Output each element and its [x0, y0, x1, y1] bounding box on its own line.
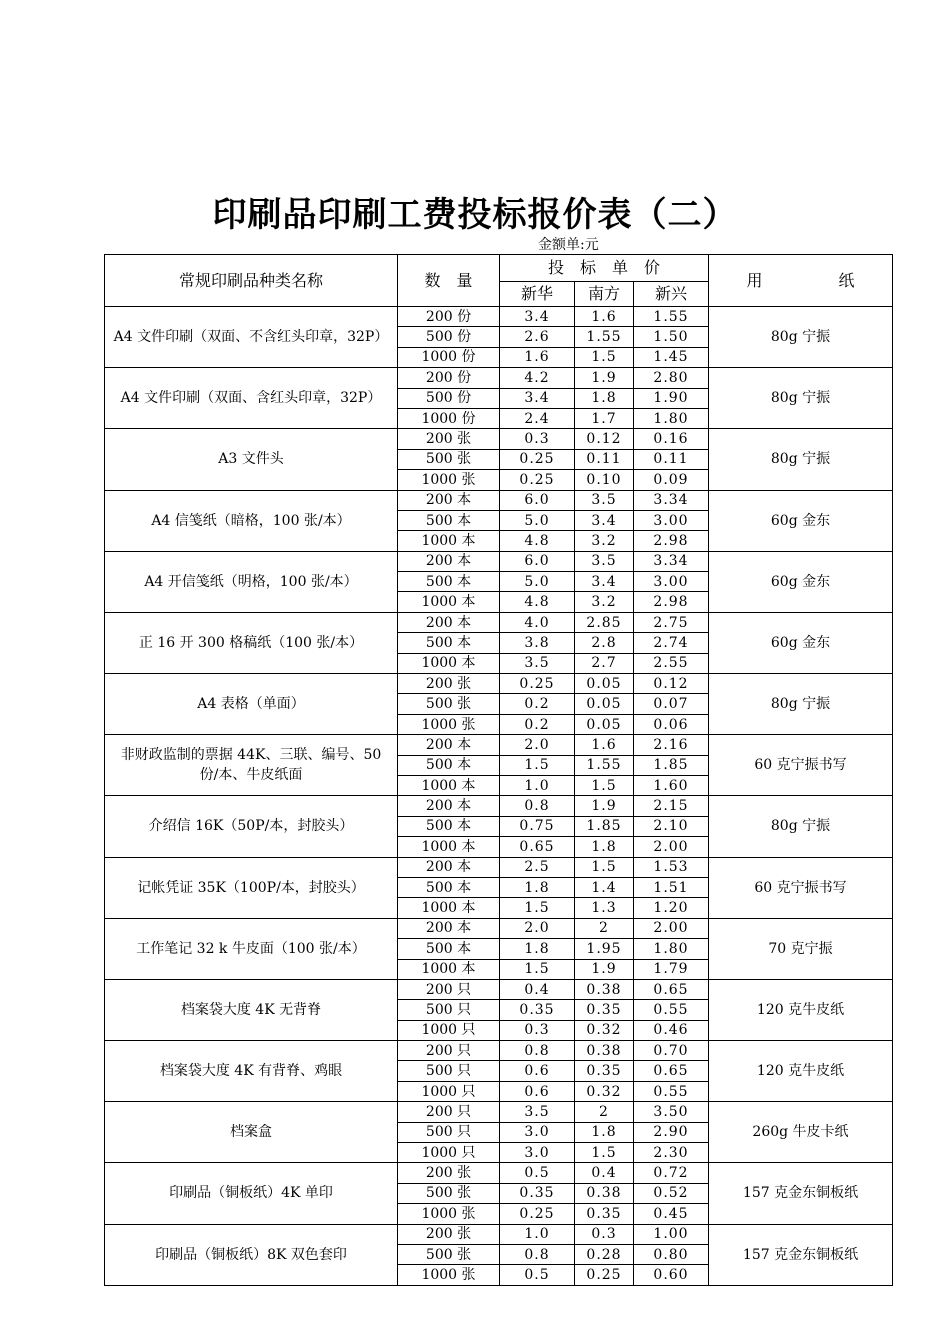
price-xinhua-cell: 0.8 — [500, 796, 575, 816]
price-xinxing-cell: 2.74 — [634, 633, 709, 653]
price-nanfang-cell: 1.8 — [575, 837, 634, 857]
quantity-cell: 1000 只 — [398, 1020, 500, 1040]
price-nanfang-cell: 3.2 — [575, 592, 634, 612]
paper-cell: 60g 金东 — [709, 612, 893, 673]
paper-cell: 80g 宁振 — [709, 368, 893, 429]
paper-cell: 60g 金东 — [709, 551, 893, 612]
quantity-cell: 200 本 — [398, 612, 500, 632]
price-xinxing-cell: 1.20 — [634, 898, 709, 918]
quantity-cell: 200 本 — [398, 490, 500, 510]
quantity-cell: 200 张 — [398, 674, 500, 694]
quantity-cell: 500 张 — [398, 449, 500, 469]
price-nanfang-cell: 3.4 — [575, 572, 634, 592]
quantity-cell: 1000 本 — [398, 653, 500, 673]
item-name-cell: 档案袋大度 4K 无背脊 — [105, 979, 398, 1040]
price-xinhua-cell: 4.8 — [500, 531, 575, 551]
price-nanfang-cell: 3.5 — [575, 551, 634, 571]
quantity-cell: 1000 张 — [398, 1204, 500, 1224]
table-row — [105, 1102, 893, 1122]
price-xinxing-cell: 0.65 — [634, 979, 709, 999]
price-nanfang-cell: 0.11 — [575, 449, 634, 469]
price-xinxing-cell: 0.09 — [634, 470, 709, 490]
price-nanfang-cell: 3.2 — [575, 531, 634, 551]
quantity-cell: 500 本 — [398, 572, 500, 592]
table-row — [105, 1224, 893, 1244]
price-xinxing-cell: 2.10 — [634, 816, 709, 836]
table-row — [105, 612, 893, 632]
price-xinhua-cell: 2.5 — [500, 857, 575, 877]
table-row — [105, 1041, 893, 1061]
price-xinhua-cell: 3.0 — [500, 1122, 575, 1142]
quantity-cell: 500 张 — [398, 1244, 500, 1264]
price-xinxing-cell: 0.46 — [634, 1020, 709, 1040]
price-nanfang-cell: 1.9 — [575, 959, 634, 979]
quantity-cell: 200 只 — [398, 979, 500, 999]
price-nanfang-cell: 1.55 — [575, 327, 634, 347]
table-row — [105, 1163, 893, 1183]
price-xinhua-cell: 0.2 — [500, 714, 575, 734]
price-nanfang-cell: 1.5 — [575, 347, 634, 367]
price-xinxing-cell: 0.06 — [634, 714, 709, 734]
quantity-cell: 1000 张 — [398, 1265, 500, 1285]
price-xinxing-cell: 1.00 — [634, 1224, 709, 1244]
paper-cell: 120 克牛皮纸 — [709, 979, 893, 1040]
price-nanfang-cell: 0.35 — [575, 1204, 634, 1224]
quantity-cell: 500 张 — [398, 694, 500, 714]
price-xinxing-cell: 2.98 — [634, 531, 709, 551]
price-xinhua-cell: 0.25 — [500, 1204, 575, 1224]
quantity-cell: 200 只 — [398, 1102, 500, 1122]
price-xinxing-cell: 3.00 — [634, 572, 709, 592]
table-row — [105, 735, 893, 755]
price-xinxing-cell: 0.07 — [634, 694, 709, 714]
item-name-cell: A3 文件头 — [105, 429, 398, 490]
quantity-cell: 500 张 — [398, 1183, 500, 1203]
header-paper: 用 纸 — [709, 255, 893, 307]
paper-cell: 80g 宁振 — [709, 796, 893, 857]
price-nanfang-cell: 1.3 — [575, 898, 634, 918]
price-xinxing-cell: 2.80 — [634, 368, 709, 388]
paper-cell: 60 克宁振书写 — [709, 735, 893, 796]
paper-cell: 80g 宁振 — [709, 429, 893, 490]
price-xinhua-cell: 3.4 — [500, 388, 575, 408]
price-xinhua-cell: 0.3 — [500, 429, 575, 449]
price-xinxing-cell: 0.70 — [634, 1041, 709, 1061]
price-xinxing-cell: 1.80 — [634, 939, 709, 959]
table-row — [105, 674, 893, 694]
price-nanfang-cell: 0.05 — [575, 674, 634, 694]
price-xinhua-cell: 0.25 — [500, 470, 575, 490]
price-nanfang-cell: 0.4 — [575, 1163, 634, 1183]
price-nanfang-cell: 0.05 — [575, 694, 634, 714]
quantity-cell: 200 份 — [398, 307, 500, 327]
price-xinxing-cell: 3.34 — [634, 551, 709, 571]
quantity-cell: 500 本 — [398, 939, 500, 959]
quantity-cell: 500 本 — [398, 755, 500, 775]
quantity-cell: 500 份 — [398, 388, 500, 408]
quantity-cell: 200 张 — [398, 1163, 500, 1183]
price-nanfang-cell: 0.3 — [575, 1224, 634, 1244]
quantity-cell: 1000 只 — [398, 1143, 500, 1163]
price-xinhua-cell: 1.6 — [500, 347, 575, 367]
header-quantity: 数 量 — [398, 255, 500, 307]
table-row — [105, 796, 893, 816]
price-xinxing-cell: 1.80 — [634, 408, 709, 428]
paper-cell: 120 克牛皮纸 — [709, 1041, 893, 1102]
price-xinhua-cell: 1.0 — [500, 1224, 575, 1244]
price-xinhua-cell: 2.0 — [500, 735, 575, 755]
quantity-cell: 1000 本 — [398, 775, 500, 795]
price-xinhua-cell: 1.5 — [500, 959, 575, 979]
paper-cell: 60 克宁振书写 — [709, 857, 893, 918]
price-nanfang-cell: 0.35 — [575, 1000, 634, 1020]
price-xinxing-cell: 1.55 — [634, 307, 709, 327]
price-xinhua-cell: 3.5 — [500, 653, 575, 673]
price-nanfang-cell: 2.8 — [575, 633, 634, 653]
price-xinxing-cell: 0.12 — [634, 674, 709, 694]
price-nanfang-cell: 1.6 — [575, 735, 634, 755]
item-name-cell: A4 文件印刷（双面、含红头印章，32P） — [105, 368, 398, 429]
table-body — [105, 307, 893, 1286]
paper-cell: 70 克宁振 — [709, 918, 893, 979]
header-bidder-xinhua: 新华 — [500, 282, 575, 307]
price-xinxing-cell: 1.50 — [634, 327, 709, 347]
price-nanfang-cell: 1.9 — [575, 796, 634, 816]
price-xinxing-cell: 1.79 — [634, 959, 709, 979]
price-xinhua-cell: 1.8 — [500, 939, 575, 959]
quantity-cell: 1000 张 — [398, 714, 500, 734]
price-xinxing-cell: 0.16 — [634, 429, 709, 449]
price-xinhua-cell: 1.0 — [500, 775, 575, 795]
price-xinxing-cell: 2.16 — [634, 735, 709, 755]
quantity-cell: 200 份 — [398, 368, 500, 388]
price-nanfang-cell: 1.55 — [575, 755, 634, 775]
quantity-cell: 1000 本 — [398, 898, 500, 918]
price-xinhua-cell: 0.25 — [500, 674, 575, 694]
item-name-cell: A4 表格（单面） — [105, 674, 398, 735]
price-xinxing-cell: 1.90 — [634, 388, 709, 408]
price-xinxing-cell: 2.90 — [634, 1122, 709, 1142]
page-title: 印刷品印刷工费投标报价表（二） — [212, 195, 738, 235]
price-xinxing-cell: 2.15 — [634, 796, 709, 816]
price-xinxing-cell: 3.50 — [634, 1102, 709, 1122]
price-xinxing-cell: 1.53 — [634, 857, 709, 877]
header-name: 常规印刷品种类名称 — [105, 255, 398, 307]
item-name-cell: A4 文件印刷（双面、不含红头印章，32P） — [105, 307, 398, 368]
price-nanfang-cell: 1.5 — [575, 775, 634, 795]
item-name-cell: 印刷品（铜板纸）4K 单印 — [105, 1163, 398, 1224]
paper-cell: 60g 金东 — [709, 490, 893, 551]
price-xinhua-cell: 0.3 — [500, 1020, 575, 1040]
price-nanfang-cell: 3.5 — [575, 490, 634, 510]
item-name-cell: 档案盒 — [105, 1102, 398, 1163]
price-nanfang-cell: 0.35 — [575, 1061, 634, 1081]
quantity-cell: 200 本 — [398, 796, 500, 816]
quantity-cell: 1000 份 — [398, 347, 500, 367]
price-xinhua-cell: 0.5 — [500, 1265, 575, 1285]
price-xinhua-cell: 4.8 — [500, 592, 575, 612]
table-row — [105, 857, 893, 877]
price-xinhua-cell: 0.25 — [500, 449, 575, 469]
price-xinxing-cell: 0.52 — [634, 1183, 709, 1203]
price-nanfang-cell: 0.38 — [575, 1041, 634, 1061]
item-name-cell: 记帐凭证 35K（100P/本，封胶头） — [105, 857, 398, 918]
item-name-cell: A4 开信笺纸（明格，100 张/本） — [105, 551, 398, 612]
paper-cell: 157 克金东铜板纸 — [709, 1224, 893, 1285]
price-xinxing-cell: 2.00 — [634, 837, 709, 857]
price-xinhua-cell: 0.35 — [500, 1183, 575, 1203]
price-nanfang-cell: 1.6 — [575, 307, 634, 327]
price-xinxing-cell: 2.75 — [634, 612, 709, 632]
price-xinhua-cell: 0.4 — [500, 979, 575, 999]
price-xinhua-cell: 0.65 — [500, 837, 575, 857]
price-nanfang-cell: 0.05 — [575, 714, 634, 734]
paper-cell: 80g 宁振 — [709, 307, 893, 368]
quantity-cell: 500 本 — [398, 877, 500, 897]
price-xinhua-cell: 0.6 — [500, 1081, 575, 1101]
table-row — [105, 918, 893, 938]
item-name-cell: 工作笔记 32 k 牛皮面（100 张/本） — [105, 918, 398, 979]
price-xinxing-cell: 2.98 — [634, 592, 709, 612]
price-nanfang-cell: 3.4 — [575, 510, 634, 530]
price-xinhua-cell: 0.35 — [500, 1000, 575, 1020]
price-nanfang-cell: 1.8 — [575, 1122, 634, 1142]
item-name-cell: 正 16 开 300 格稿纸（100 张/本） — [105, 612, 398, 673]
price-nanfang-cell: 0.25 — [575, 1265, 634, 1285]
item-name-cell: 档案袋大度 4K 有背脊、鸡眼 — [105, 1041, 398, 1102]
price-table — [104, 254, 893, 1286]
price-nanfang-cell: 0.32 — [575, 1020, 634, 1040]
table-row — [105, 490, 893, 510]
quantity-cell: 500 只 — [398, 1000, 500, 1020]
price-nanfang-cell: 1.5 — [575, 857, 634, 877]
quantity-cell: 500 本 — [398, 816, 500, 836]
table-row — [105, 307, 893, 327]
quantity-cell: 1000 只 — [398, 1081, 500, 1101]
quantity-cell: 1000 本 — [398, 592, 500, 612]
quantity-cell: 200 张 — [398, 429, 500, 449]
header-bid-price: 投 标 单 价 — [500, 255, 709, 282]
price-nanfang-cell: 1.85 — [575, 816, 634, 836]
table-row — [105, 368, 893, 388]
price-xinxing-cell: 1.45 — [634, 347, 709, 367]
quantity-cell: 200 只 — [398, 1041, 500, 1061]
price-xinhua-cell: 3.8 — [500, 633, 575, 653]
quantity-cell: 200 本 — [398, 735, 500, 755]
price-xinxing-cell: 2.00 — [634, 918, 709, 938]
quantity-cell: 200 本 — [398, 551, 500, 571]
price-xinxing-cell: 1.60 — [634, 775, 709, 795]
price-nanfang-cell: 0.38 — [575, 1183, 634, 1203]
price-nanfang-cell: 0.28 — [575, 1244, 634, 1264]
price-xinxing-cell: 0.65 — [634, 1061, 709, 1081]
price-nanfang-cell: 0.38 — [575, 979, 634, 999]
price-xinhua-cell: 4.2 — [500, 368, 575, 388]
quantity-cell: 500 本 — [398, 633, 500, 653]
price-xinhua-cell: 2.0 — [500, 918, 575, 938]
quantity-cell: 200 张 — [398, 1224, 500, 1244]
price-xinhua-cell: 0.2 — [500, 694, 575, 714]
price-xinhua-cell: 1.5 — [500, 898, 575, 918]
price-nanfang-cell: 1.4 — [575, 877, 634, 897]
price-nanfang-cell: 2.85 — [575, 612, 634, 632]
price-xinxing-cell: 2.55 — [634, 653, 709, 673]
price-xinxing-cell: 3.00 — [634, 510, 709, 530]
price-nanfang-cell: 2 — [575, 918, 634, 938]
table-row — [105, 429, 893, 449]
price-xinxing-cell: 0.72 — [634, 1163, 709, 1183]
quantity-cell: 500 只 — [398, 1122, 500, 1142]
price-xinhua-cell: 1.8 — [500, 877, 575, 897]
header-bidder-xinxing: 新兴 — [634, 282, 709, 307]
price-xinxing-cell: 2.30 — [634, 1143, 709, 1163]
price-nanfang-cell: 0.12 — [575, 429, 634, 449]
quantity-cell: 500 本 — [398, 510, 500, 530]
quantity-cell: 1000 本 — [398, 837, 500, 857]
quantity-cell: 200 本 — [398, 918, 500, 938]
price-xinhua-cell: 3.5 — [500, 1102, 575, 1122]
price-xinhua-cell: 0.8 — [500, 1244, 575, 1264]
paper-cell: 80g 宁振 — [709, 674, 893, 735]
price-nanfang-cell: 1.8 — [575, 388, 634, 408]
quantity-cell: 1000 张 — [398, 470, 500, 490]
price-xinhua-cell: 1.5 — [500, 755, 575, 775]
quantity-cell: 1000 份 — [398, 408, 500, 428]
price-xinhua-cell: 5.0 — [500, 572, 575, 592]
price-xinhua-cell: 6.0 — [500, 490, 575, 510]
price-xinxing-cell: 0.11 — [634, 449, 709, 469]
price-xinhua-cell: 0.5 — [500, 1163, 575, 1183]
quantity-cell: 200 本 — [398, 857, 500, 877]
price-nanfang-cell: 2 — [575, 1102, 634, 1122]
price-nanfang-cell: 1.9 — [575, 368, 634, 388]
quantity-cell: 500 只 — [398, 1061, 500, 1081]
paper-cell: 260g 牛皮卡纸 — [709, 1102, 893, 1163]
price-xinxing-cell: 0.80 — [634, 1244, 709, 1264]
item-name-cell: 印刷品（铜板纸）8K 双色套印 — [105, 1224, 398, 1285]
price-xinxing-cell: 1.85 — [634, 755, 709, 775]
header-bidder-nanfang: 南方 — [575, 282, 634, 307]
item-name-cell: A4 信笺纸（暗格，100 张/本） — [105, 490, 398, 551]
price-nanfang-cell: 1.95 — [575, 939, 634, 959]
price-xinhua-cell: 3.4 — [500, 307, 575, 327]
price-nanfang-cell: 0.10 — [575, 470, 634, 490]
item-name-cell: 非财政监制的票据 44K、三联、编号、50 份/本、牛皮纸面 — [105, 735, 398, 796]
price-xinhua-cell: 2.6 — [500, 327, 575, 347]
price-xinhua-cell: 0.6 — [500, 1061, 575, 1081]
price-xinxing-cell: 1.51 — [634, 877, 709, 897]
table-row — [105, 979, 893, 999]
price-nanfang-cell: 1.5 — [575, 1143, 634, 1163]
quantity-cell: 500 份 — [398, 327, 500, 347]
item-name-cell: 介绍信 16K（50P/本，封胶头） — [105, 796, 398, 857]
price-xinhua-cell: 3.0 — [500, 1143, 575, 1163]
unit-note: 金额单:元 — [538, 237, 599, 253]
price-xinxing-cell: 0.60 — [634, 1265, 709, 1285]
price-xinhua-cell: 0.75 — [500, 816, 575, 836]
quantity-cell: 1000 本 — [398, 531, 500, 551]
price-xinxing-cell: 0.45 — [634, 1204, 709, 1224]
table-row — [105, 551, 893, 571]
price-xinhua-cell: 6.0 — [500, 551, 575, 571]
price-nanfang-cell: 2.7 — [575, 653, 634, 673]
price-xinhua-cell: 2.4 — [500, 408, 575, 428]
price-xinxing-cell: 3.34 — [634, 490, 709, 510]
price-xinhua-cell: 5.0 — [500, 510, 575, 530]
price-nanfang-cell: 0.32 — [575, 1081, 634, 1101]
paper-cell: 157 克金东铜板纸 — [709, 1163, 893, 1224]
price-nanfang-cell: 1.7 — [575, 408, 634, 428]
quantity-cell: 1000 本 — [398, 959, 500, 979]
price-xinhua-cell: 0.8 — [500, 1041, 575, 1061]
price-xinxing-cell: 0.55 — [634, 1000, 709, 1020]
price-xinxing-cell: 0.55 — [634, 1081, 709, 1101]
price-xinhua-cell: 4.0 — [500, 612, 575, 632]
